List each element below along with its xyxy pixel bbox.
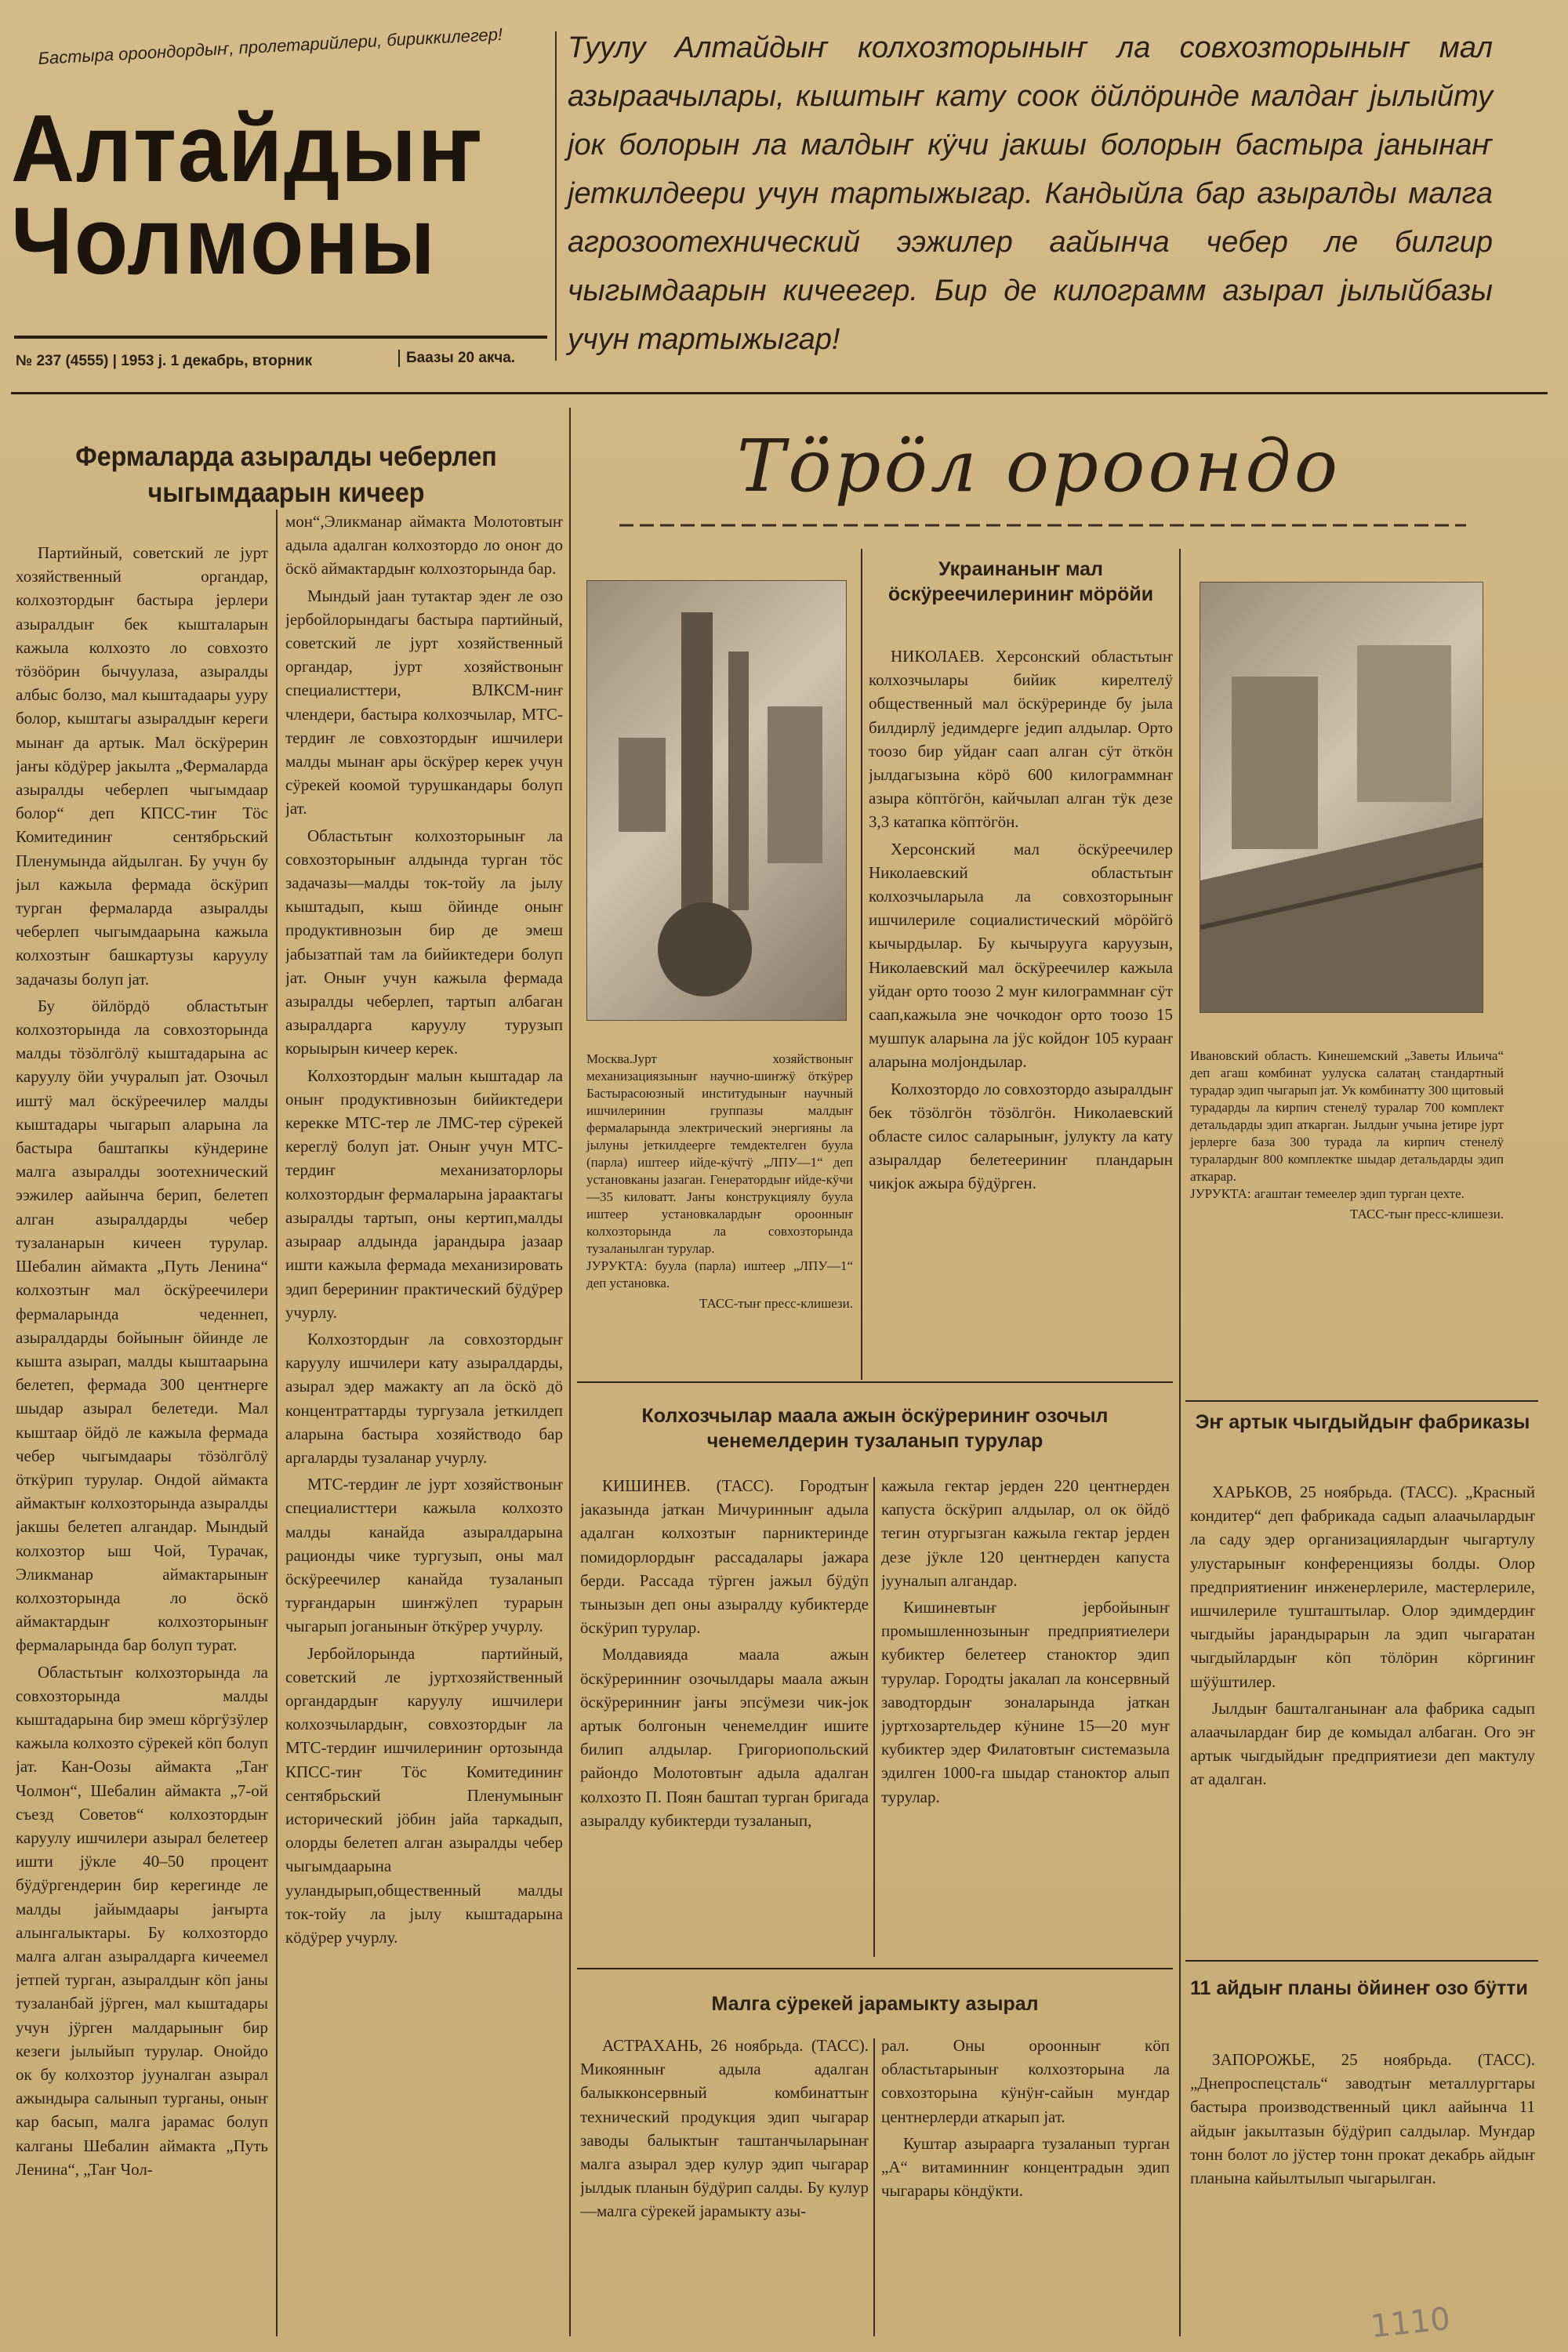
column-divider <box>873 1477 875 1957</box>
lead-col2-para: Мындый јаан тутактар эдеҥ ле озо јербойлорындагы бастыра партийный, советский ле јурт хозяйственный органдар, јурт хозяйствоныҥ специалисттери, ВЛКСМ-ниҥ члендери, бастыра колхозчылар, МТС-тердиҥ ле совхозтордыҥ ишчилери малды мынаҥ ары ӧскӱрер керек учун сӱрекей коомой турушкандары болуп јат. <box>285 586 563 818</box>
kharkov-para: ХАРЬКОВ, 25 ноябрьда. (ТАСС). „Красный кондитер“ деп фабрикада садып алаачылардыҥ ла саду эдер организациялардыҥ чыгартулу улустарыныҥ конференциязы болды. Олор предприятиениҥ инженерлериле, мастерлериле, ишчилериле тушташтылар. Олор эдимдердиҥ чыгдыйы јарандырарын ла эдип чыгаратан чыгдыйлардыҥ кӧп тӧлӧрин кӧргиниҥ шӱӱштилер. <box>1190 1483 1535 1691</box>
masthead-bottom-rule <box>11 392 1548 394</box>
column-divider <box>873 2038 875 2336</box>
moldova-col1-para: КИШИНЕВ. (ТАСС). Городтыҥ јаказында јаткан Мичуринныҥ адыла адалган колхозтыҥ парниктеринде помидорлордыҥ рассадалары јажара берди. Рассада тӱрген јажыл бӱдӱп тынызын деп оны азыралду кубиктерде ӧскӱрип турулар. <box>580 1476 869 1638</box>
feed-col1-para: АСТРАХАНЬ, 26 ноябрьда. (ТАСС). Микоянныҥ адыла адалган балыкконсервный комбинаттыҥ технический продукция эдип чыгарар заводы балыктыҥ таштанчыларынаҥ малга азырал эдер кулур эдип чыгарар јылдык планын бӱдӱрип салды. Бу кулур—малга сӱрекей јарамыкту азы- <box>580 2036 869 2221</box>
lead-column-2 <box>285 510 563 2344</box>
moldova-col2-para: кажыла гектар јерден 220 центнерден капуста ӧскӱрип алдылар, ол ок ӧйдӧ тегин отургызган кажыла гектар јерден дезе јӱкле 120 центнерден капуста јууналып алгандар. <box>881 1476 1170 1590</box>
photo2-caption-note: ЈУРУКТА: агаштаҥ темеелер эдип турган цехте. <box>1190 1186 1465 1201</box>
photo1-credit: ТАСС-тыҥ пресс-клишези. <box>699 1296 853 1311</box>
moldova-col1-para: Молдавияда маала ажын ӧскӱреринниҥ озочылдары маала ажын ӧскӱреринниҥ јаҥы эпсӱмези чик-јок артык болгонын ченемелдиҥ ишите билип алдылар. Григориопольский райондо Молотовтыҥ адыла адалган колхозто П. Поян баштап турган бригада азыралду кубиктерди тузаланып, <box>580 1645 869 1830</box>
zaporozhye-para: ЗАПОРОЖЬЕ, 25 ноябрьда. (ТАСС). „Днепроспецсталь“ заводтыҥ металлургтары бастыра производственный цикл аайынча 11 айдыҥ јакылтазын бӱдӱрип салдылар. Муҥдар тонн болот ло јӱстер тонн прокат декабрь айдыҥ планына кайылтылып чыгарылган. <box>1190 2050 1535 2188</box>
photo-sawmill-workshop <box>1200 582 1483 1013</box>
section-rule <box>1185 1960 1538 1962</box>
masthead-slogan: Бастыра ороондордыҥ, пролетарийлери, бириккилегер! <box>38 24 503 68</box>
kharkov-body <box>1190 1480 1535 1935</box>
column-divider <box>861 549 862 1380</box>
rubric-title: Тӧрӧл ороондо <box>736 424 1341 508</box>
section-rule <box>1185 1400 1538 1402</box>
lead-col2-para: Областьтыҥ колхозторыныҥ ла совхозторыныҥ алдында турган тӧс задачазы—малды ток-тойу ла јылу кыштадып, кыш ӧйинде оныҥ продуктивнозын бир де эмеш јабызатпай там ла бийиктедери болуп јат. Оныҥ учун кажыла фермада азыралды чеберлеп, тартып албаган азыралдарга каруулу турузып корыырын кичеер керек. <box>285 826 563 1058</box>
section-rule <box>577 1968 1173 1969</box>
masthead-title <box>11 95 509 294</box>
lead-col1-para: Бу ӧйлӧрдӧ областьтыҥ колхозторында ла совхозторында малды тӧзӧлгӧлӱ кыштадарына ас каруулу ӧйи учуралып јат. Озочыл иштӱ мал ӧскӱреечилер малды кыштадары чыгарып аларына ла бастыра баштапкы кӱндерине малга азыралды зоотехнический ээжилер аайынча берип, белетеп алган азыралдарды чебер тузаланарын кичеен турулар. Шебалин аймакта „Путь Ленина“ колхозтыҥ мал ӧскӱреечилери фермаларында чеденнеп, азыралдарды бойыныҥ ӧйинде ле кышта азырап, малды кыштаарына белетеп, фермада 300 центнерге шыдар азырал белетеди. Мал кыштаар ӧйдӧ ле кажыла фермада чебер чыгымдаары тӧзӧлгӧлӱ ӧткӱрип турулар. Ондой аймакта аймактыҥ колхозторында азыралды јакшы белетеп алгандар. Мындый колхозтор ыш Чой, Турачак, Эликманар аймактарыныҥ колхозторында ло ӧскӧ аймактардыҥ колхозторыныҥ фермаларында бар болуп турат. <box>16 996 268 1655</box>
lead-col2-para: МТС-тердиҥ ле јурт хозяйствоныҥ специалисттери кажыла колхозто малды канайда азыралдарына рационды чике тургузып, оны мал ӧскӱреечилер канайда тузаланып турғандарын шиҥжӱлеп турарын чыгарып јоганыныҥ ӧткӱрер учурлу. <box>285 1475 563 1636</box>
photo2-caption-text: Ивановский область. Кинешемский „Заветы Ильича“ деп агаш комбинат уулуска салатаң стандартный турадар эдип чыгарып јат. Ук комбинатту 300 щитовый турадарды ла кирпич стенелӱ туралар 700 комплект детальдарды эдип аткарган. Јылдыҥ учына јетире јурт јерлерге база 300 турада ла кирпич стенелӱ туралардыҥ 800 комплектке шыдар детальдарды эдип аткарар. <box>1190 1048 1504 1184</box>
zaporozhye-body <box>1190 2048 1535 2346</box>
ukraine-body <box>869 644 1173 1350</box>
ukraine-para: Колхозтордо ло совхозтордо азыралдыҥ бек тӧзӧлгӧн тӧзӧлгӧн. Николаевский областе силос саларыныҥ, јулукту ла кату азыралдар белетеериниҥ пландарын чикјок ажыра бӱдӱрген. <box>869 1079 1173 1193</box>
moldova-headline: Колхозчылар маала ажын ӧскӱрериниҥ озочыл ченемелдерин тузаланып турулар <box>641 1405 1109 1452</box>
section-divider <box>569 408 571 2336</box>
lead-headline: Фермаларда азыралды чеберлеп чыгымдаарын кичеер <box>75 441 497 508</box>
handwritten-archive-number: 1110 <box>1368 2300 1452 2346</box>
kharkov-headline: Эҥ артык чыгдыйдыҥ фабриказы <box>1195 1411 1530 1433</box>
lead-col2-para: Колхозтордыҥ ла совхозтордыҥ каруулу ишчилери кату азыралдарды, азырал эдер мажакту ап ла ӧскӧ дӧ концентраттарды тургузала јеткилдеп аларына бастыра хозяйстводо бар аргаларды тузаланар учурлу. <box>285 1329 563 1467</box>
feed-col2-para: рал. Оны ороонныҥ кӧп областьтарыныҥ колхозторына ла совхозторына кӱнӱҥ-сайын муҥдар центнерлерди аткарып јат. <box>881 2036 1170 2126</box>
moldova-column-1 <box>580 1474 869 1960</box>
rubric-ornament <box>619 517 1466 533</box>
photo1-caption <box>586 1051 853 1312</box>
feed-column-1 <box>580 2034 869 2347</box>
lead-col2-para: мон“,Эликманар аймакта Молотовтыҥ адыла адалган колхозтордо ло оноҥ до ӧскӧ аймактардыҥ колхозторында бар. <box>285 512 563 579</box>
moldova-column-2 <box>881 1474 1170 1960</box>
photo1-caption-note: ЈУРУКТА: буула (парла) иштеер „ЛПУ—1“ деп установка. <box>586 1258 853 1290</box>
lead-col2-para: Колхозтордыҥ малын кыштадар ла оныҥ продуктивнозын бийиктедери керекке МТС-тер ле ЛМС-тер сӱрекей кереглӱ болуп јат. Оныҥ учун МТС-тердиҥ механизаторлоры колхозтордыҥ фермаларына јараактагы азыралды тартып, оны кертип,малды азыраар алдында јарандыра јазаар ишти кажыла фермада механизировать эдип берериниҥ практический бӱдӱрер учурлу. <box>285 1065 563 1322</box>
photo2-credit: ТАСС-тыҥ пресс-клишези. <box>1349 1207 1504 1221</box>
masthead-rule <box>14 336 547 339</box>
column-divider <box>276 510 278 2336</box>
photo-generator-installation <box>586 580 847 1021</box>
photo-generator-illustration <box>587 581 846 1020</box>
photo-sawmill-illustration <box>1200 583 1483 1012</box>
masthead-title-line1: Алтайдыҥ <box>11 95 482 201</box>
price-info: Баазы 20 акча. <box>398 350 515 367</box>
section-rule <box>577 1381 1173 1383</box>
ukraine-para: Херсонский мал ӧскӱреечилер Николаевский областьтыҥ колхозчыларыла ла совхозторыныҥ ишчилериле социалистический мӧрӧйгӧ кычырдылар. Бу кычырууга каруузын, Николаевский мал ӧскӱреечилер кажыла уйдаҥ орто тоозо 2 муҥ килограммнаҥ сӱт саап,кажыла эне чочкодоҥ орто тоозо 15 мушпук аларына ла јӱс койдоҥ 105 курааҥ аларына молјондылар. <box>869 839 1173 1072</box>
lead-col1-para: Партийный, советский ле јурт хозяйственный органдар, колхозтордыҥ бастыра јерлери азыралдыҥ бек кышталарын кажыла колхозто ло совхозто тӧзӧӧрин бычуулаза, азыралды албыс болзо, мал кыштадаары ууру болор, кыштагы азыралдыҥ кереги мынаҥ да артык. Мал ӧскӱрерин јаҥы кӧдӱрер јакылта „Фермаларда азыралды чеберлеп чыгымдаар болор“ деп КПСС-тиҥ Тӧс Комитединиҥ сентябрьский Пленумында айдылган. Бу учун бу јыл кажыла фермада ӧскӱрип турган фермаларда азыралды чеберлеп чыгымдаарына кажыла колхозтыҥ башкартузы каруулу задачазы болуп јат. <box>16 543 268 989</box>
front-appeal: Туулу Алтайдыҥ колхозторыныҥ ла совхозторыныҥ мал азыраачылары, кыштыҥ кату соок ӧйлӧринде малдаҥ јылыйту јок болорын ла малдыҥ кӱчи јакшы болорын бастыра јанынаҥ јеткилдеери учун тартыжыгар. Кандыйла бар азыралды малга агрозоотехнический ээжилер аайынча чебер ле билгир чыгымдаарын кичеегер. Бир де килограмм азырал јылыйбазы учун тартыжыгар! <box>568 31 1493 356</box>
ukraine-para: НИКОЛАЕВ. Херсонский областьтыҥ колхозчылары бийик кирелтелӱ общественный мал ӧскӱреринде бу јыла билдирлӱ једимдерге једип алдылар. Орто тоозо бир уйдаҥ саап алган сӱт ӧткӧн јылдагызына кӧрӧ 600 килограммнаҥ азыра кӧптӧгӧн, кайчылап алган тӱк дезе 3,3 катапка кӧптӧгӧн. <box>869 647 1173 832</box>
ukraine-headline: Украинаныҥ мал ӧскӱреечилериниҥ мӧрӧйи <box>887 558 1154 605</box>
masthead-title-line2: Чолмоны <box>11 187 437 294</box>
kharkov-para: Јылдыҥ башталганынаҥ ала фабрика садып алаачылардаҥ бир де комыдал албаган. Ого эҥ артык чыгдыйдыҥ предприятиези деп мактулу ат адалган. <box>1190 1698 1535 1789</box>
issue-info: № 237 (4555) | 1953 ј. 1 декабрь, вторник <box>16 353 313 369</box>
feed-column-2 <box>881 2034 1170 2347</box>
lead-col2-para: Јербойлорында партийный, советский ле јуртхозяйственный органдардыҥ каруулу ишчилери колхозчылардыҥ, совхозтордыҥ ла МТС-тердиҥ ишчилериниҥ ортозында КПСС-тиҥ Тӧс Комитединиҥ сентябрьский Пленумыныҥ исторический јӧбин јайа таркадып, олорды белетеп алган азыралды чебер чыгымдаарына ууландырып,общественный малды ток-тойу ла јылу кыштадарына кӧдӱрер учурлу. <box>285 1643 563 1947</box>
lead-column-1 <box>16 541 268 2344</box>
photo1-caption-text: Москва.Јурт хозяйствоныҥ механизациязыныҥ научно-шиҥжӱ ӧткӱрер Бастырасоюзный институдыныҥ научный ишчилеринин группазы малдыҥ фермаларында электрический энергияны ла јылуны јеткилдеерге темдектелген буула (парла) иштеер ийде-кӱчтӱ „ЛПУ—1“ деп установканы јазаган. Генератордыҥ ийде-кӱчи—35 киловатт. Јаҥы конструкциялу буула иштеер установкалардыҥ ороонныҥ колхозторында ла совхозторында тузаланылган турулар. <box>586 1051 853 1256</box>
feed-headline: Малга сӱрекей јарамыкту азырал <box>711 1993 1039 2015</box>
column-divider <box>1179 549 1181 2336</box>
zaporozhye-headline: 11 айдыҥ планы ӧйинеҥ озо бӱтти <box>1190 1977 1528 1999</box>
lead-col1-para: Областьтыҥ колхозторында ла совхозторында малды кыштадарына бир эмеш кӧргӱзӱлер кажыла колхозто сӱрекей кӧп болуп јат. Кан-Оозы аймакта „Таҥ Чолмон“, Шебалин аймакта „7-ой съезд Советов“ колхозтордыҥ каруулу ишчилери азырал белетеер ишти јӱкле 40–50 процент бӱдӱргендерин бир керегинде ле малды јайымдаары јаҥырта алынгалыктары. Бу колхозтордо малга алган азыралдарга кичеемел јетпей турган, азыралдыҥ кӧп јаны тузаланбай јӱрген, мал кыштадары учун јӱрген малдарыныҥ бир кезеги јылыйып турулар. Онойдо ок бу колхозтор јууналган азырал ажындыра салынып турганы, оныҥ кар басып, малга јарамас болуп калганы Шебалин аймакта „Путь Ленина“, „Таҥ Чол- <box>16 1662 268 2179</box>
photo2-caption <box>1190 1047 1504 1223</box>
masthead-divider <box>555 31 557 361</box>
moldova-col2-para: Кишиневтыҥ јербойыныҥ промышленнозыныҥ предприятиелери кубиктер белетеер станоктор эдип турулар. Городты јакалап ла консервный заводтордыҥ зоналарында јаткан јуртхозартельдер кӱнине 15—20 муҥ кубиктер эдер Филатовтыҥ системазыла эдилген 1000-га шыдар станоктор алып турулар. <box>881 1598 1170 1806</box>
feed-col2-para: Куштар азыраарга тузаланып турган „А“ витаминниҥ концентрадын эдип чыгарары кӧндӱкти. <box>881 2133 1170 2201</box>
